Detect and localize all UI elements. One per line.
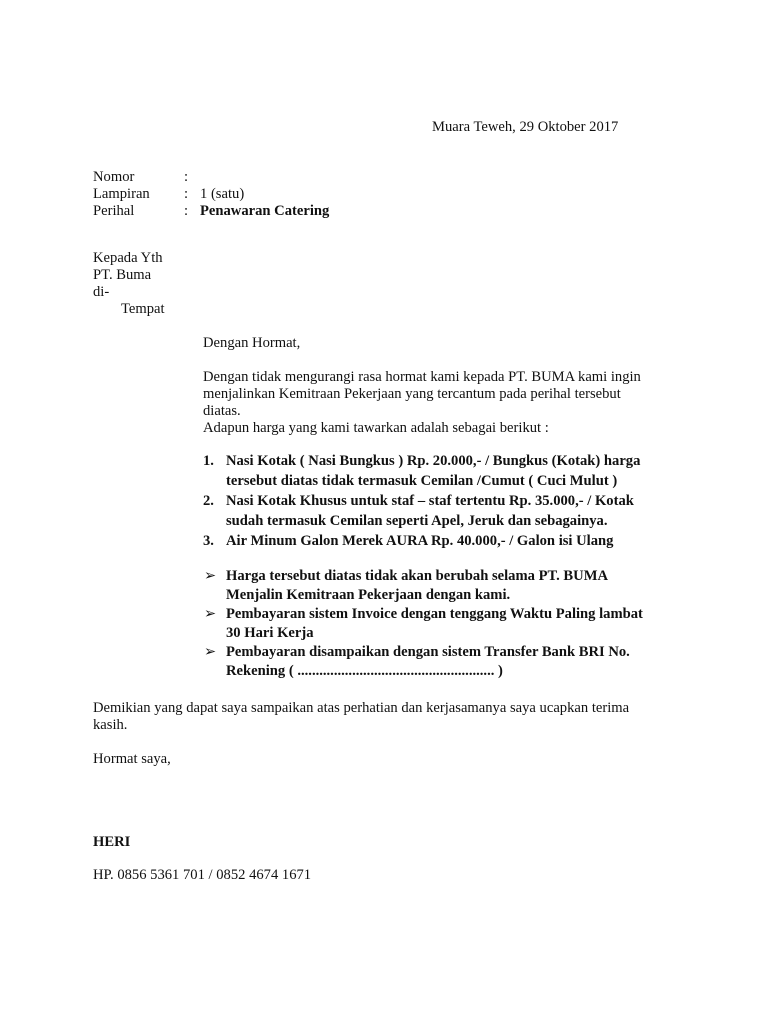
price-item	[203, 491, 683, 531]
meta-value: 1 (satu)	[200, 186, 245, 202]
place-date: Muara Teweh, 29 Oktober 2017	[432, 119, 619, 135]
subject-value: Penawaran Catering	[200, 203, 330, 219]
intro-line: diatas.	[203, 403, 241, 419]
meta-colon: :	[184, 203, 189, 219]
intro-line: menjalinkan Kemitraan Pekerjaan yang tercantum pada perihal tersebut	[203, 386, 621, 402]
price-list	[203, 451, 683, 551]
term-item	[203, 605, 673, 643]
sign-off: Hormat saya,	[93, 751, 171, 767]
meta-colon: :	[184, 186, 189, 202]
term-text: Harga tersebut diatas tidak akan berubah selama PT. BUMA	[226, 568, 609, 584]
item-text: Nasi Kotak Khusus untuk staf – staf tertentu Rp. 35.000,- / Kotak	[226, 493, 634, 509]
meta-label: Nomor	[93, 169, 135, 185]
intro-line: Dengan tidak mengurangi rasa hormat kami kepada PT. BUMA kami ingin	[203, 369, 641, 385]
item-number: 3.	[203, 533, 214, 549]
recipient-line: Kepada Yth	[93, 250, 163, 266]
item-text: Nasi Kotak ( Nasi Bungkus ) Rp. 20.000,- / Bungkus (Kotak) harga	[226, 453, 641, 469]
term-text: Pembayaran disampaikan dengan sistem Transfer Bank BRI No.	[226, 644, 630, 660]
greeting: Dengan Hormat,	[203, 335, 301, 351]
phone-number: HP. 0856 5361 701 / 0852 4674 1671	[93, 867, 312, 883]
signer-name: HERI	[93, 834, 131, 850]
term-item	[203, 643, 673, 681]
term-text: Menjalin Kemitraan Pekerjaan dengan kami.	[226, 587, 511, 603]
recipient-company: PT. Buma	[93, 267, 152, 283]
price-item	[203, 531, 683, 551]
meta-label: Perihal	[93, 203, 135, 219]
meta-label: Lampiran	[93, 186, 150, 202]
closing-line: kasih.	[93, 717, 128, 733]
item-number: 1.	[203, 453, 214, 469]
term-text: Rekening ( ...................................................... )	[226, 663, 503, 679]
item-number: 2.	[203, 493, 214, 509]
intro-line: Adapun harga yang kami tawarkan adalah sebagai berikut :	[203, 420, 549, 436]
recipient-place: Tempat	[121, 301, 165, 317]
arrowhead-bullet-icon: ➢	[204, 568, 217, 584]
arrowhead-bullet-icon: ➢	[204, 644, 217, 660]
term-item	[203, 567, 673, 605]
terms-list	[203, 567, 673, 681]
term-text: Pembayaran sistem Invoice dengan tenggang Waktu Paling lambat	[226, 606, 643, 622]
item-text: sudah termasuk Cemilan seperti Apel, Jeruk dan sebagainya.	[226, 513, 608, 529]
item-text: tersebut diatas tidak termasuk Cemilan /Cumut ( Cuci Mulut )	[226, 473, 618, 489]
intro-paragraph	[203, 369, 683, 437]
price-item	[203, 451, 683, 491]
arrowhead-bullet-icon: ➢	[204, 606, 217, 622]
item-text: Air Minum Galon Merek AURA Rp. 40.000,- / Galon isi Ulang	[226, 533, 614, 549]
closing-line: Demikian yang dapat saya sampaikan atas perhatian dan kerjasamanya saya ucapkan terima	[93, 700, 630, 716]
meta-colon: :	[184, 169, 189, 185]
term-text: 30 Hari Kerja	[226, 625, 314, 641]
recipient-line: di-	[93, 284, 110, 300]
